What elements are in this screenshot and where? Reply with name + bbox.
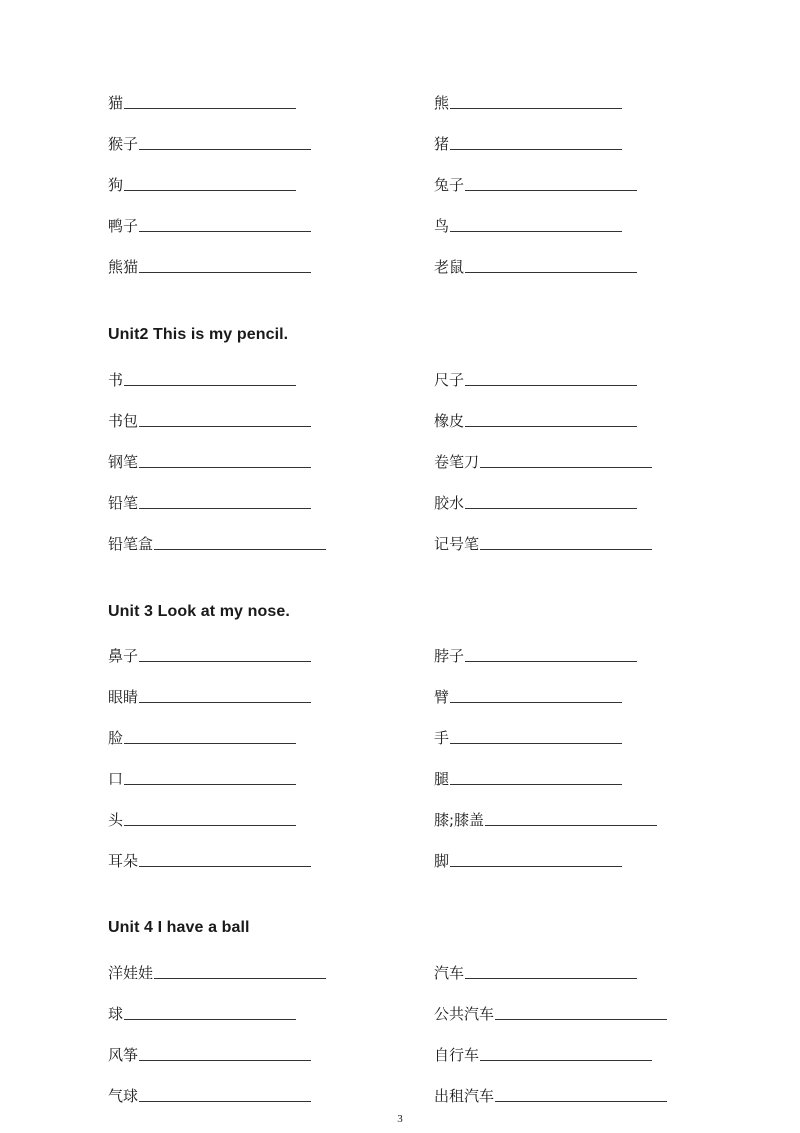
vocab-word: 眼睛 (108, 688, 139, 706)
vocab-word: 橡皮 (434, 412, 465, 430)
vocab-word: 尺子 (434, 371, 465, 389)
answer-blank (124, 384, 296, 386)
vocab-word: 自行车 (434, 1046, 480, 1064)
vocab-row (108, 131, 728, 153)
vocab-item (434, 490, 637, 512)
vocab-word: 头 (108, 811, 124, 829)
answer-blank (124, 107, 296, 109)
vocab-row (108, 684, 728, 706)
answer-blank (495, 1018, 667, 1020)
vocab-item (434, 449, 652, 471)
answer-blank (480, 466, 652, 468)
answer-blank (465, 384, 637, 386)
answer-blank (450, 865, 622, 867)
vocab-word: 书 (108, 371, 124, 389)
answer-blank (139, 425, 311, 427)
vocab-item (108, 848, 311, 870)
vocab-word: 脚 (434, 852, 450, 870)
answer-blank (465, 271, 637, 273)
vocab-word: 臂 (434, 688, 450, 706)
vocab-item (434, 766, 622, 788)
answer-blank (450, 701, 622, 703)
answer-blank (154, 977, 326, 979)
vocab-row (108, 807, 728, 829)
vocab-item (434, 807, 657, 829)
vocab-row (108, 449, 728, 471)
vocab-word: 出租汽车 (434, 1087, 495, 1105)
answer-blank (480, 548, 652, 550)
vocab-item (434, 848, 622, 870)
answer-blank (139, 466, 311, 468)
vocab-item (434, 1083, 667, 1105)
answer-blank (139, 1059, 311, 1061)
vocab-item (434, 172, 637, 194)
answer-blank (139, 148, 311, 150)
vocab-item (108, 766, 296, 788)
vocab-word: 汽车 (434, 964, 465, 982)
vocab-word: 手 (434, 729, 450, 747)
vocab-item (108, 367, 296, 389)
vocab-item (108, 172, 296, 194)
answer-blank (450, 230, 622, 232)
vocab-word: 鼻子 (108, 647, 139, 665)
answer-blank (124, 824, 296, 826)
answer-blank (139, 271, 311, 273)
vocab-row (108, 643, 728, 665)
vocab-word: 膝;膝盖 (434, 811, 485, 829)
unit-heading: Unit 4 I have a ball (108, 919, 250, 936)
vocab-item (108, 90, 296, 112)
vocab-word: 公共汽车 (434, 1005, 495, 1023)
vocab-word: 铅笔盒 (108, 535, 154, 553)
answer-blank (139, 701, 311, 703)
vocab-item (434, 408, 637, 430)
answer-blank (465, 425, 637, 427)
vocab-row (108, 172, 728, 194)
vocab-word: 耳朵 (108, 852, 139, 870)
answer-blank (124, 783, 296, 785)
vocab-word: 猪 (434, 135, 450, 153)
vocab-item (108, 131, 311, 153)
vocab-item (434, 725, 622, 747)
vocab-item (108, 684, 311, 706)
vocab-item (434, 1042, 652, 1064)
vocab-item (108, 449, 311, 471)
vocab-row (108, 1083, 728, 1105)
vocab-item (434, 367, 637, 389)
vocab-row (108, 213, 728, 235)
vocab-item (108, 1001, 296, 1023)
vocab-word: 熊猫 (108, 258, 139, 276)
unit-heading: Unit2 This is my pencil. (108, 326, 289, 343)
vocab-row (108, 960, 728, 982)
unit-heading: Unit 3 Look at my nose. (108, 603, 290, 620)
vocab-word: 狗 (108, 176, 124, 194)
vocab-word: 猴子 (108, 135, 139, 153)
vocab-item (108, 408, 311, 430)
vocab-item (108, 490, 311, 512)
vocab-item (434, 643, 637, 665)
vocab-word: 钢笔 (108, 453, 139, 471)
answer-blank (139, 230, 311, 232)
vocab-row (108, 90, 728, 112)
answer-blank (465, 977, 637, 979)
answer-blank (450, 107, 622, 109)
answer-blank (124, 1018, 296, 1020)
vocab-word: 口 (108, 770, 124, 788)
answer-blank (465, 660, 637, 662)
vocab-word: 记号笔 (434, 535, 480, 553)
vocab-item (108, 643, 311, 665)
vocab-word: 球 (108, 1005, 124, 1023)
vocab-item (434, 531, 652, 553)
vocab-word: 猫 (108, 94, 124, 112)
answer-blank (139, 1100, 311, 1102)
vocab-row (108, 725, 728, 747)
answer-blank (139, 660, 311, 662)
vocab-word: 胶水 (434, 494, 465, 512)
page-number: 3 (397, 1113, 403, 1125)
vocab-word: 卷笔刀 (434, 453, 480, 471)
vocab-item (108, 807, 296, 829)
vocab-item (434, 131, 622, 153)
answer-blank (485, 824, 657, 826)
vocab-item (434, 254, 637, 276)
answer-blank (154, 548, 326, 550)
vocab-word: 兔子 (434, 176, 465, 194)
vocab-row (108, 1042, 728, 1064)
answer-blank (139, 507, 311, 509)
answer-blank (480, 1059, 652, 1061)
vocab-word: 书包 (108, 412, 139, 430)
answer-blank (124, 742, 296, 744)
vocab-row (108, 490, 728, 512)
vocab-word: 老鼠 (434, 258, 465, 276)
answer-blank (450, 148, 622, 150)
answer-blank (465, 507, 637, 509)
vocab-item (108, 960, 326, 982)
vocab-word: 风筝 (108, 1046, 139, 1064)
vocab-item (434, 1001, 667, 1023)
vocab-row (108, 367, 728, 389)
vocab-word: 腿 (434, 770, 450, 788)
answer-blank (450, 783, 622, 785)
vocab-item (108, 725, 296, 747)
vocab-word: 脖子 (434, 647, 465, 665)
vocab-row (108, 531, 728, 553)
vocab-item (434, 960, 637, 982)
answer-blank (450, 742, 622, 744)
vocab-item (108, 531, 326, 553)
vocab-item (108, 1042, 311, 1064)
vocab-word: 熊 (434, 94, 450, 112)
vocab-item (434, 90, 622, 112)
answer-blank (495, 1100, 667, 1102)
vocab-row (108, 766, 728, 788)
answer-blank (465, 189, 637, 191)
vocab-row (108, 408, 728, 430)
answer-blank (139, 865, 311, 867)
vocab-row (108, 254, 728, 276)
answer-blank (124, 189, 296, 191)
vocab-item (434, 684, 622, 706)
vocab-word: 鸟 (434, 217, 450, 235)
vocab-word: 脸 (108, 729, 124, 747)
vocab-item (108, 1083, 311, 1105)
vocab-word: 鸭子 (108, 217, 139, 235)
vocab-item (108, 213, 311, 235)
vocab-item (108, 254, 311, 276)
vocab-word: 洋娃娃 (108, 964, 154, 982)
vocab-word: 气球 (108, 1087, 139, 1105)
vocab-row (108, 1001, 728, 1023)
vocab-row (108, 848, 728, 870)
vocab-word: 铅笔 (108, 494, 139, 512)
vocab-item (434, 213, 622, 235)
